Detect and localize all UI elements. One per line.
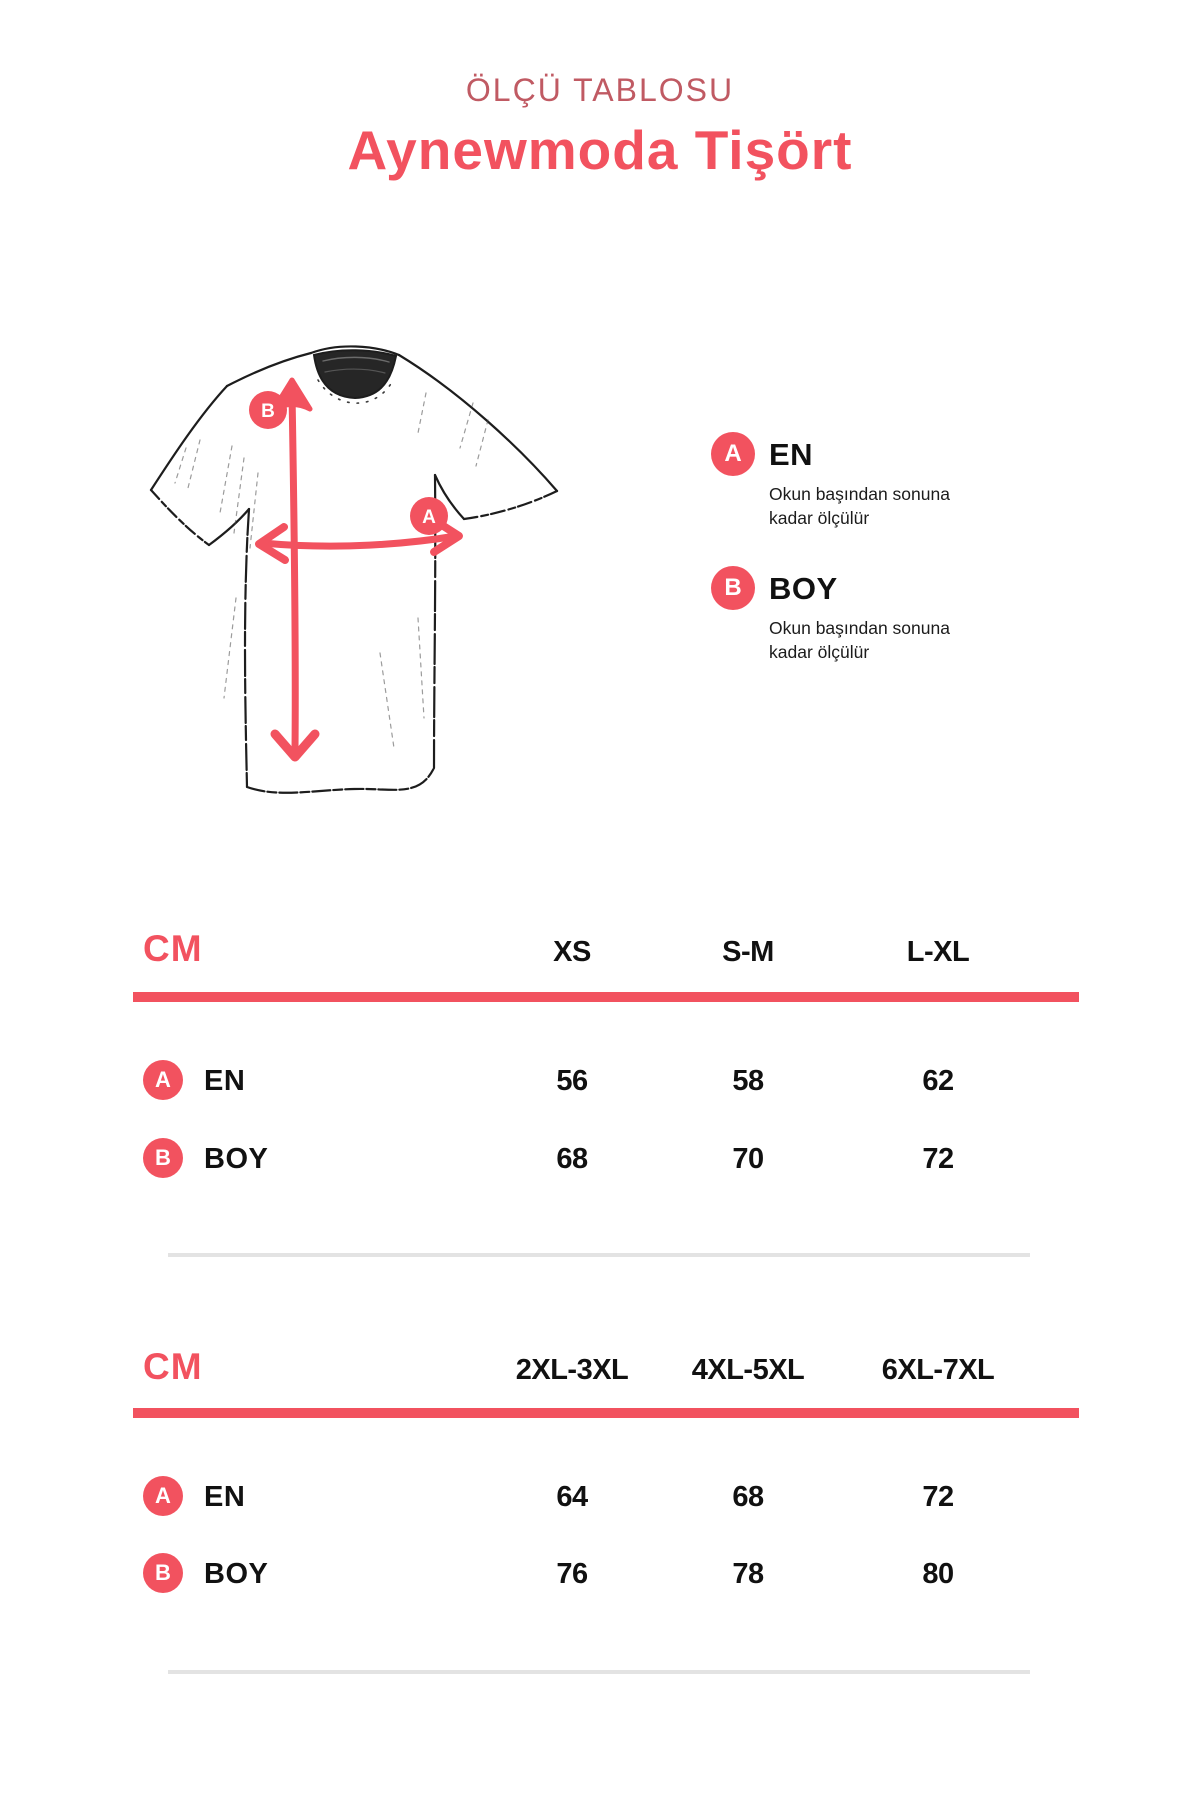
measure-arrows [259, 380, 459, 757]
table1-boy-xs: 68 [556, 1143, 588, 1175]
tshirt-measurement-diagram [128, 298, 573, 810]
legend-b-desc-line2: kadar ölçülür [769, 642, 870, 662]
table1-en-xs: 56 [556, 1065, 588, 1097]
table2-boy-4xl5xl: 78 [732, 1558, 764, 1590]
table2-col-6xl7xl: 6XL-7XL [881, 1354, 995, 1386]
table1-col-sm: S-M [722, 936, 774, 968]
table2-row-boy-badge: B [143, 1553, 183, 1593]
table1-row-en-badge: A [143, 1060, 183, 1100]
length-arrow-shaft [292, 393, 295, 750]
table1-col-xs: XS [553, 936, 591, 968]
table2-en-4xl5xl: 68 [732, 1481, 764, 1513]
table2-header-row [133, 1346, 1079, 1394]
legend-b-description [769, 616, 950, 664]
table1-boy-sm: 70 [732, 1143, 764, 1175]
table1-en-sm: 58 [732, 1065, 764, 1097]
table1-unit-label: CM [143, 928, 203, 969]
marker-b-letter: B [261, 401, 275, 422]
table1-row-en-label: EN [204, 1065, 246, 1097]
legend-b-badge: B [711, 566, 755, 610]
table1-boy-lxl: 72 [922, 1143, 954, 1175]
table2-en-6xl7xl: 72 [922, 1481, 954, 1513]
legend-b-desc-line1: Okun başından sonuna [769, 618, 950, 638]
table2-header-rule [133, 1408, 1079, 1418]
legend-a-badge: A [711, 432, 755, 476]
tshirt-sketch [151, 346, 557, 792]
table2-row-en [133, 1476, 1079, 1516]
table2-col-2xl3xl: 2XL-3XL [515, 1354, 629, 1386]
eyebrow-title: ÖLÇÜ TABLOSU [465, 72, 735, 108]
section-divider-2 [168, 1670, 1030, 1674]
legend-a-desc-line1: Okun başından sonuna [769, 484, 950, 504]
table1-row-boy-label: BOY [204, 1143, 269, 1175]
table1-col-lxl: L-XL [906, 936, 970, 968]
table2-en-2xl3xl: 64 [556, 1481, 588, 1513]
page-title: Aynewmoda Tişört [347, 119, 853, 181]
table2-row-boy [133, 1553, 1079, 1593]
table1-row-en [133, 1060, 1079, 1100]
table2-col-4xl5xl: 4XL-5XL [691, 1354, 805, 1386]
marker-a-letter: A [422, 507, 436, 528]
table2-row-en-badge: A [143, 1476, 183, 1516]
table1-row-boy [133, 1138, 1079, 1178]
table1-header-row [133, 928, 1079, 976]
table2-row-boy-label: BOY [204, 1558, 269, 1590]
legend-a-desc-line2: kadar ölçülür [769, 508, 870, 528]
table2-boy-6xl7xl: 80 [922, 1558, 954, 1590]
table1-en-lxl: 62 [922, 1065, 954, 1097]
legend-a-label: EN [769, 437, 814, 472]
table2-boy-2xl3xl: 76 [556, 1558, 588, 1590]
table2-row-en-label: EN [204, 1481, 246, 1513]
diagram-markers [249, 391, 448, 535]
legend-a-description [769, 482, 950, 530]
table2-unit-label: CM [143, 1346, 203, 1387]
table1-row-boy-badge: B [143, 1138, 183, 1178]
section-divider-1 [168, 1253, 1030, 1257]
table1-header-rule [133, 992, 1079, 1002]
legend-b-label: BOY [769, 571, 838, 606]
